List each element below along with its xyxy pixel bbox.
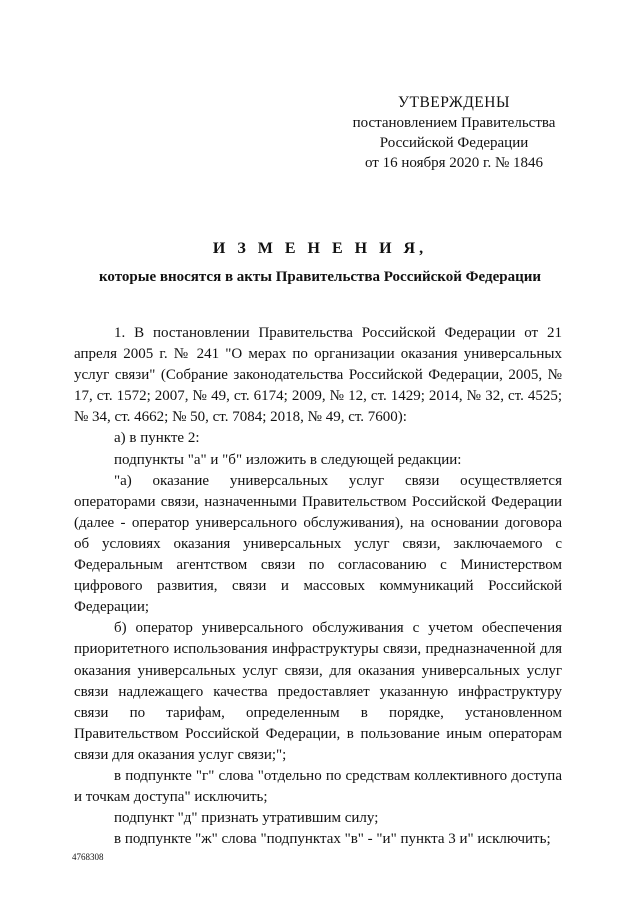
approval-title: УТВЕРЖДЕНЫ — [398, 94, 510, 111]
paragraph-3: подпункты "а" и "б" изложить в следующей редакции: — [114, 451, 462, 468]
approval-line-3: от 16 ноября 2020 г. № 1846 — [364, 155, 544, 171]
paragraph-8: в подпункте "ж" слова "подпунктах "в" - "и" пункта 3 и" исключить; — [114, 831, 551, 848]
document-subtitle: которые вносятся в акты Правительства Российской Федерации — [98, 269, 542, 285]
document-number: 4768308 — [72, 852, 104, 862]
paragraph-4: "а) оказание универсальных услуг связи осуществляется операторами связи, назначенными Правительством Российской Федерации (далее - оператор универсального обслуживания), на основании договора об условиях оказания универсальных услуг связи, заключаемого с Федеральным агентством связи по согласованию с Министерством цифрового развития, связи и массовых коммуникаций Российской Федерации; — [74, 472, 562, 616]
document-title: И З М Е Н Е Н И Я, — [212, 240, 428, 257]
paragraph-2: а) в пункте 2: — [114, 430, 200, 447]
paragraph-5: б) оператор универсального обслуживания с учетом обеспечения приоритетного использования инфраструктуры связи, предназначенной для оказания универсальных услуг связи, для оказания универсальных услуг связи надлежащего качества предоставляет указанную инфраструктуру связи по тарифам, определенным в порядке, установленном Правительством Российской Федерации, в пользование иным операторам связи для оказания услуг связи;"; — [74, 620, 562, 763]
approval-line-2: Российской Федерации — [379, 135, 529, 151]
approval-line-1: постановлением Правительства — [352, 115, 556, 131]
paragraph-1: 1. В постановлении Правительства Российской Федерации от 21 апреля 2005 г. № 241 "О мерах по организации оказания универсальных услуг связи" (Собрание законодательства Российской Федерации, 2005, № 17, ст. 1572; 2007, № 49, ст. 6174; 2009, № 12, ст. 1429; 2014, № 32, ст. 4525; № 34, ст. 4662; № 50, ст. 7084; 2018, № 49, ст. 7600): — [74, 325, 562, 426]
approval-block — [338, 93, 570, 173]
paragraph-6: в подпункте "г" слова "отдельно по средствам коллективного доступа и точкам доступа" исключить; — [74, 767, 562, 806]
document-body — [74, 323, 562, 850]
paragraph-7: подпункт "д" признать утратившим силу; — [114, 810, 379, 827]
